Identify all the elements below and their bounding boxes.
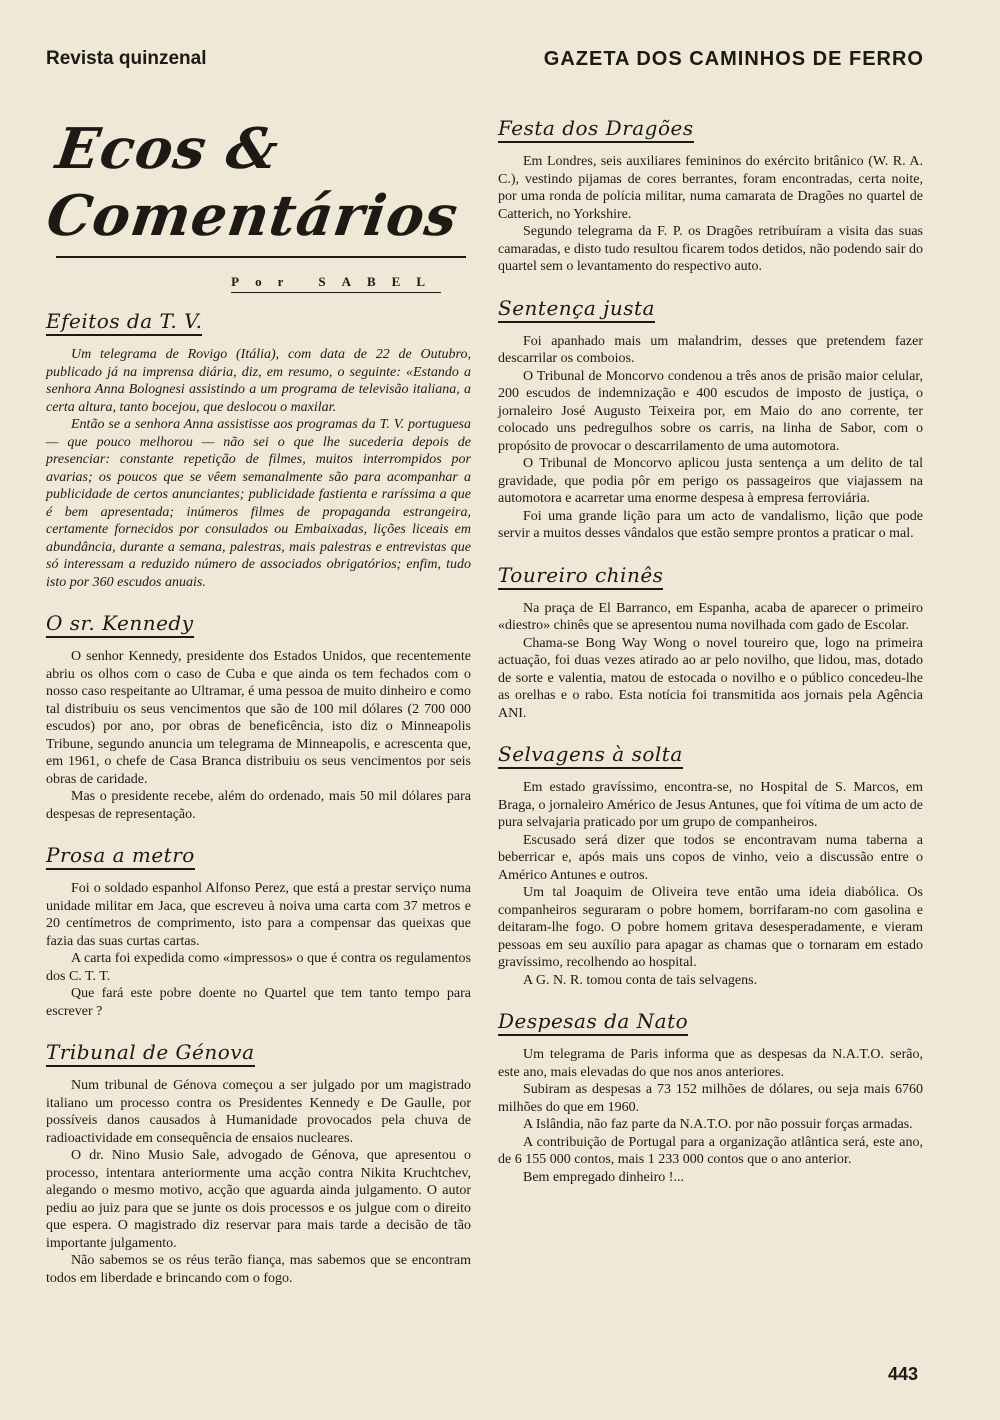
article-paragraph: Um tal Joaquim de Oliveira teve então uma ideia diabólica. Os companheiros seguraram o pobre homem, borrifaram-no com gasolina e deitaram-lhe fogo. O pobre homem gritava desesperadamente, e vieram pessoas em seu auxílio para apagar as chamas que o tornaram em estado gravíssimo, recolhendo ao hospital. — [498, 885, 923, 970]
article-paragraph: Então se a senhora Anna assistisse aos programas da T. V. portuguesa — que pouco melhorou — não sei o que lhe sucederia depois de presenciar: constante repetição de filmes, muitos interrompidos por avarias; os poucos que se vêem semanalmente são para acompanhar a publicidade de certos anunciantes; publicidade fastienta e raríssima a que é bem apresentada; inúmeros filmes de propaganda estrangeira, certamente fornecidos por consulados ou Embaixadas, lições liceais em abundância, durante a semana, palestras, mais palestras e entrevistas que só interessam a reduzido número de associados obrigatórios; enfim, tudo isto por 360 escudos anuais. — [46, 417, 471, 590]
article-prosa — [46, 843, 471, 1020]
article-paragraph: O Tribunal de Moncorvo condenou a três anos de prisão maior celular, 200 escudos de indemnização e 400 escudos de imposto de justiça, o jornaleiro José Augusto Teixeira por, em Maio do ano corrente, ter colocado uns pedregulhos sobre os carris, na linha de Sabor, com o propósito de provocar o descarrilamento de uma automotora. — [498, 368, 923, 454]
page-number: 443 — [887, 1364, 918, 1384]
article-paragraph: A carta foi expedida como «impressos» o que é contra os regulamentos dos C. T. T. — [46, 951, 471, 984]
article-paragraph: A contribuição de Portugal para a organização atlântica será, este ano, de 6 155 000 contos, mais 1 233 000 contos que o ano anterior. — [498, 1134, 923, 1167]
article-title: Selvagens à solta — [498, 742, 683, 769]
article-paragraph: Subiram as despesas a 73 152 milhões de dólares, ou seja mais 6760 milhões do que em 1960. — [498, 1082, 923, 1115]
article-genova — [46, 1040, 471, 1287]
article-paragraph: Que fará este pobre doente no Quartel que tem tanto tempo para escrever ? — [46, 986, 471, 1019]
article-title: Prosa a metro — [46, 843, 195, 870]
article-paragraph: O Tribunal de Moncorvo aplicou justa sentença a um delito de tal gravidade, que podia pôr em perigo os passageiros que viajassem na automotora e acarretar uma enorme despesa à empresa ferroviária. — [498, 456, 923, 506]
article-toureiro — [498, 563, 923, 723]
article-title: Sentença justa — [498, 296, 655, 323]
left-column — [42, 110, 471, 1287]
article-paragraph: Foi apanhado mais um malandrim, desses que pretendem fazer descarrilar os comboios. — [498, 333, 923, 366]
article-paragraph: Não sabemos se os réus terão fiança, mas sabemos que se encontram todos em liberdade e brincando com o fogo. — [46, 1253, 471, 1286]
article-nato — [498, 1009, 923, 1186]
article-paragraph: Mas o presidente recebe, além do ordenado, mais 50 mil dólares para despesas de representação. — [46, 789, 471, 822]
article-title: Efeitos da T. V. — [46, 309, 202, 336]
article-paragraph: Bem empregado dinheiro !... — [523, 1169, 684, 1185]
byline: Por SABEL — [231, 274, 441, 293]
article-paragraph: Segundo telegrama da F. P. os Dragões retribuíram a visita das suas camaradas, e disto tudo resultou ficarem todos detidos, não podendo sair do quartel sem o levantamento do respectivo auto. — [498, 224, 923, 274]
article-paragraph: Um telegrama de Rovigo (Itália), com data de 22 de Outubro, publicado já na imprensa diária, diz, em resumo, o seguinte: «Estando a senhora Anna Bolognesi assistindo a um programa de televisão italiana, a certa altura, tanto bocejou, que deslocou o maxilar. — [46, 347, 471, 415]
article-sentenca — [498, 296, 923, 543]
article-paragraph: Escusado será dizer que todos se encontravam numa taberna a beberricar e, após mais uns copos de vinho, veio a discussão entre o Américo Antunes e outros. — [498, 832, 923, 883]
article-paragraph: Foi o soldado espanhol Alfonso Perez, que está a prestar serviço numa unidade militar em Jaca, que escreveu à noiva uma carta com 37 metros e 20 centímetros de comprimento, isto para a compensar das queixas que fazia das suas curtas cartas. — [46, 881, 471, 949]
article-selvagens — [498, 742, 923, 989]
article-paragraph: Foi uma grande lição para um acto de vandalismo, lição que pode servir a muitos desses vândalos que estão sempre prontos a praticar o mal. — [498, 508, 923, 541]
article-paragraph: O senhor Kennedy, presidente dos Estados Unidos, que recentemente abriu os olhos com o caso de Cuba e que ainda os tem fechados com o nosso caso respeitante ao Ultramar, é uma pessoa de muito dinheiro e como tal distribuiu os seus vencimentos que são de 100 mil dólares (2 700 000 escudos) por ano, por obras de beneficência, isto diz o Minneapolis Tribune, segundo anuncia um telegrama de Minneapolis, e acrescenta que, em 1961, o chefe de Casa Branca distribuiu os seus vencimentos por seis obras de caridade. — [46, 649, 471, 787]
article-paragraph: Em estado gravíssimo, encontra-se, no Hospital de S. Marcos, em Braga, o jornaleiro Américo de Jesus Antunes, que foi vítima de um acto de pura selvajaria praticado por um grupo de companheiros. — [498, 780, 923, 830]
title-rule — [56, 256, 466, 258]
article-title: Tribunal de Génova — [46, 1040, 255, 1067]
article-dragoes — [498, 116, 923, 276]
article-efeitos — [46, 309, 471, 591]
article-title: Toureiro chinês — [498, 563, 663, 590]
article-paragraph: Em Londres, seis auxiliares femininos do exército britânico (W. R. A. C.), vestindo pijamas de cores berrantes, foram encontradas, certa noite, por uma ronda de polícia militar, numa camarata de Dragões no quartel de Catterich, no Yorkshire. — [498, 154, 923, 222]
article-title: Festa dos Dragões — [498, 116, 694, 143]
article-paragraph: Na praça de El Barranco, em Espanha, acaba de aparecer o primeiro «diestro» chinês que se apresentou numa novilhada com gado de Escolar. — [498, 600, 923, 633]
article-title: Despesas da Nato — [498, 1009, 688, 1036]
running-header-left: Revista quinzenal — [46, 48, 207, 69]
article-paragraph: Num tribunal de Génova começou a ser julgado por um magistrado italiano um processo contra os Presidentes Kennedy e De Gaulle, por possíveis danos causados à Humanidade provocados pela chuva de radioactividade em consequência de ensaios nucleares. — [46, 1078, 471, 1146]
section-title: Ecos & Comentários — [42, 116, 463, 250]
article-kennedy — [46, 611, 471, 823]
running-header-right: GAZETA DOS CAMINHOS DE FERRO — [543, 48, 924, 70]
right-column — [498, 110, 923, 1186]
article-paragraph: O dr. Nino Musio Sale, advogado de Génova, que apresentou o processo, intentara anteriormente uma acção contra Nikita Kruchtchev, alegando o mesmo motivo, acção que aguarda ainda julgamento. O autor pediu ao juiz para que se junte os dois processos e os julgue com o direito que espera. O magistrado diz reservar para mais tarde a decisão de tão importante julgamento. — [46, 1148, 471, 1251]
article-paragraph: Um telegrama de Paris informa que as despesas da N.A.T.O. serão, este ano, mais elevadas do que nos anos anteriores. — [498, 1047, 923, 1080]
article-paragraph: A Islândia, não faz parte da N.A.T.O. por não possuir forças armadas. — [523, 1117, 913, 1132]
article-title: O sr. Kennedy — [46, 611, 194, 638]
article-paragraph: A G. N. R. tomou conta de tais selvagens. — [523, 972, 758, 988]
article-paragraph: Chama-se Bong Way Wong o novel toureiro que, logo na primeira actuação, foi duas vezes atirado ao ar pelo novilho, que lidou, mas, dotado de sorte e valentia, matou de estocada o novilho e o público concedeu-lhe as orelhas e o rabo. Esta notícia foi transmitida aos jornais pela Agência ANI. — [498, 635, 923, 721]
